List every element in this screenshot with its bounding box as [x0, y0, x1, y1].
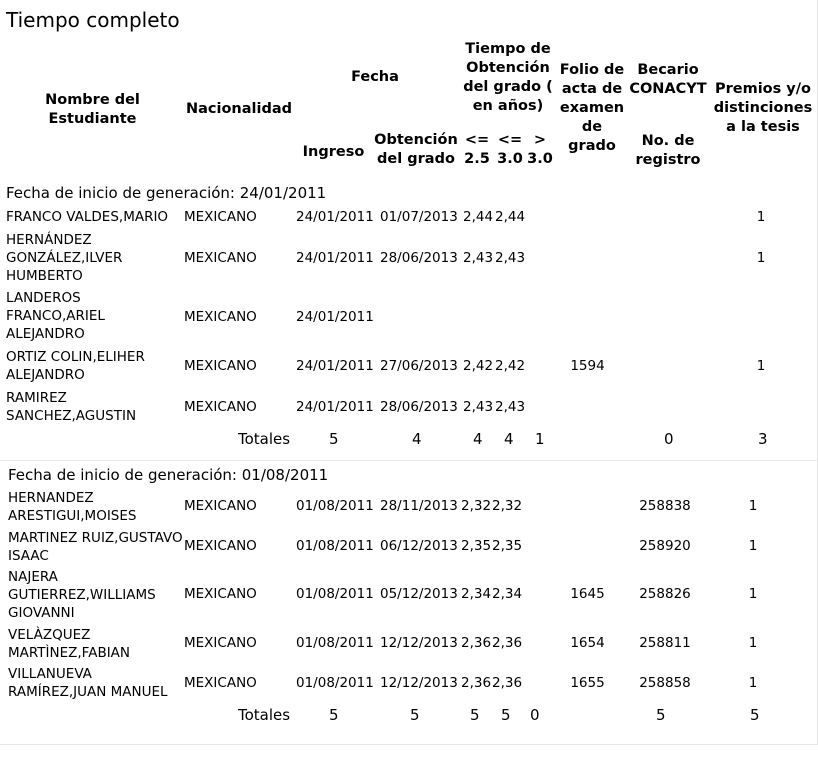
- total-premios: 5: [750, 706, 760, 724]
- nationality: MEXICANO: [184, 209, 257, 225]
- time-le25: 2,34: [461, 586, 492, 602]
- exam-folio: 1655: [570, 675, 605, 691]
- time-le30: 2,44: [495, 209, 526, 225]
- admission-date: 24/01/2011: [296, 399, 374, 415]
- conacyt-registration: 258858: [639, 675, 691, 691]
- header-fecha: Fecha: [351, 69, 399, 85]
- nationality: MEXICANO: [184, 675, 257, 691]
- time-le25: 2,43: [463, 250, 494, 266]
- total-registro: 0: [664, 430, 674, 448]
- student-name: RAMIREZ SANCHEZ,AGUSTIN: [6, 390, 137, 424]
- exam-folio: 1645: [570, 586, 605, 602]
- header-obtencion: Obtención del grado: [374, 132, 458, 167]
- nationality: MEXICANO: [184, 309, 257, 325]
- awards: 1: [756, 358, 766, 374]
- awards: 1: [748, 538, 758, 554]
- awards: 1: [756, 250, 766, 266]
- admission-date: 24/01/2011: [296, 309, 374, 325]
- time-le25: 2,35: [461, 538, 492, 554]
- admission-date: 01/08/2011: [296, 635, 374, 651]
- header-folio: Folio de acta de examen de grado: [559, 62, 625, 154]
- time-le25: 2,36: [461, 675, 492, 691]
- student-name: HERNÁNDEZ GONZÁLEZ,ILVER HUMBERTO: [6, 232, 123, 284]
- nationality: MEXICANO: [184, 358, 257, 374]
- total-obtencion: 4: [412, 430, 422, 448]
- exam-folio: 1654: [570, 635, 605, 651]
- graduation-date: 06/12/2013: [380, 538, 458, 554]
- header-premios: Premios y/o distinciones a la tesis: [713, 81, 813, 135]
- time-le25: 2,36: [461, 635, 492, 651]
- nationality: MEXICANO: [184, 498, 257, 514]
- time-le30: 2,42: [495, 358, 526, 374]
- graduation-date: 28/06/2013: [380, 250, 458, 266]
- student-name: LANDEROS FRANCO,ARIEL ALEJANDRO: [6, 290, 105, 342]
- total-t30: 4: [504, 430, 514, 448]
- student-name: MARTINEZ RUIZ,GUSTAVO ISAAC: [8, 530, 183, 564]
- time-le30: 2,43: [495, 399, 526, 415]
- graduation-date: 01/07/2013: [380, 209, 458, 225]
- admission-date: 24/01/2011: [296, 358, 374, 374]
- generation-label: Fecha de inicio de generación: 01/08/2011: [8, 466, 329, 484]
- graduation-date: 28/11/2013: [380, 498, 458, 514]
- time-le30: 2,35: [492, 538, 523, 554]
- time-le30: 2,36: [492, 675, 523, 691]
- total-t3: 1: [535, 430, 545, 448]
- exam-folio: 1594: [570, 358, 605, 374]
- header-tiempo: Tiempo de Obtención del grado ( en años): [463, 41, 553, 114]
- total-t25: 4: [473, 430, 483, 448]
- student-name: HERNANDEZ ARESTIGUI,MOISES: [8, 490, 137, 524]
- awards: 1: [756, 209, 766, 225]
- graduation-date: 12/12/2013: [380, 635, 458, 651]
- conacyt-registration: 258920: [639, 538, 691, 554]
- awards: 1: [748, 498, 758, 514]
- total-t25: 5: [470, 706, 480, 724]
- total-t3: 0: [530, 706, 540, 724]
- student-name: ORTIZ COLIN,ELIHER ALEJANDRO: [6, 349, 145, 383]
- admission-date: 01/08/2011: [296, 586, 374, 602]
- time-le30: 2,32: [492, 498, 523, 514]
- conacyt-registration: 258826: [639, 586, 691, 602]
- student-name: NAJERA GUTIERREZ,WILLIAMS GIOVANNI: [8, 569, 156, 621]
- time-le25: 2,43: [463, 399, 494, 415]
- header-ingreso: Ingreso: [302, 144, 365, 160]
- nationality: MEXICANO: [184, 538, 257, 554]
- admission-date: 24/01/2011: [296, 209, 374, 225]
- total-ingreso: 5: [329, 430, 339, 448]
- total-ingreso: 5: [329, 706, 339, 724]
- time-le30: 2,36: [492, 635, 523, 651]
- graduation-date: 12/12/2013: [380, 675, 458, 691]
- graduation-date: 28/06/2013: [380, 399, 458, 415]
- nationality: MEXICANO: [184, 399, 257, 415]
- nationality: MEXICANO: [184, 250, 257, 266]
- header-t-le25: <= 2.5: [464, 132, 490, 167]
- awards: 1: [748, 586, 758, 602]
- page-title: Tiempo completo: [6, 8, 180, 32]
- nationality: MEXICANO: [184, 635, 257, 651]
- time-le25: 2,44: [463, 209, 494, 225]
- time-le30: 2,43: [495, 250, 526, 266]
- graduation-date: 05/12/2013: [380, 586, 458, 602]
- admission-date: 01/08/2011: [296, 498, 374, 514]
- time-le30: 2,34: [492, 586, 523, 602]
- header-nombre: Nombre del Estudiante: [45, 92, 140, 127]
- awards: 1: [748, 675, 758, 691]
- admission-date: 24/01/2011: [296, 250, 374, 266]
- nationality: MEXICANO: [184, 586, 257, 602]
- student-name: FRANCO VALDES,MARIO: [6, 209, 169, 225]
- header-registro: No. de registro: [635, 133, 701, 168]
- generation-label: Fecha de inicio de generación: 24/01/2011: [6, 184, 327, 202]
- totals-label: Totales: [238, 706, 291, 724]
- time-le25: 2,42: [463, 358, 494, 374]
- admission-date: 01/08/2011: [296, 675, 374, 691]
- graduation-date: 27/06/2013: [380, 358, 458, 374]
- totals-label: Totales: [238, 430, 291, 448]
- total-obtencion: 5: [410, 706, 420, 724]
- admission-date: 01/08/2011: [296, 538, 374, 554]
- student-name: VILLANUEVA RAMÍREZ,JUAN MANUEL: [8, 666, 168, 700]
- awards: 1: [748, 635, 758, 651]
- header-t-gt30: > 3.0: [527, 132, 553, 167]
- conacyt-registration: 258811: [639, 635, 691, 651]
- header-nacionalidad: Nacionalidad: [185, 101, 293, 117]
- student-name: VELÀZQUEZ MARTÌNEZ,FABIAN: [8, 627, 131, 661]
- total-premios: 3: [758, 430, 768, 448]
- time-le25: 2,32: [461, 498, 492, 514]
- total-registro: 5: [656, 706, 666, 724]
- conacyt-registration: 258838: [639, 498, 691, 514]
- header-t-le30: <= 3.0: [497, 132, 523, 167]
- total-t30: 5: [501, 706, 511, 724]
- header-becario: Becario CONACYT: [629, 62, 707, 97]
